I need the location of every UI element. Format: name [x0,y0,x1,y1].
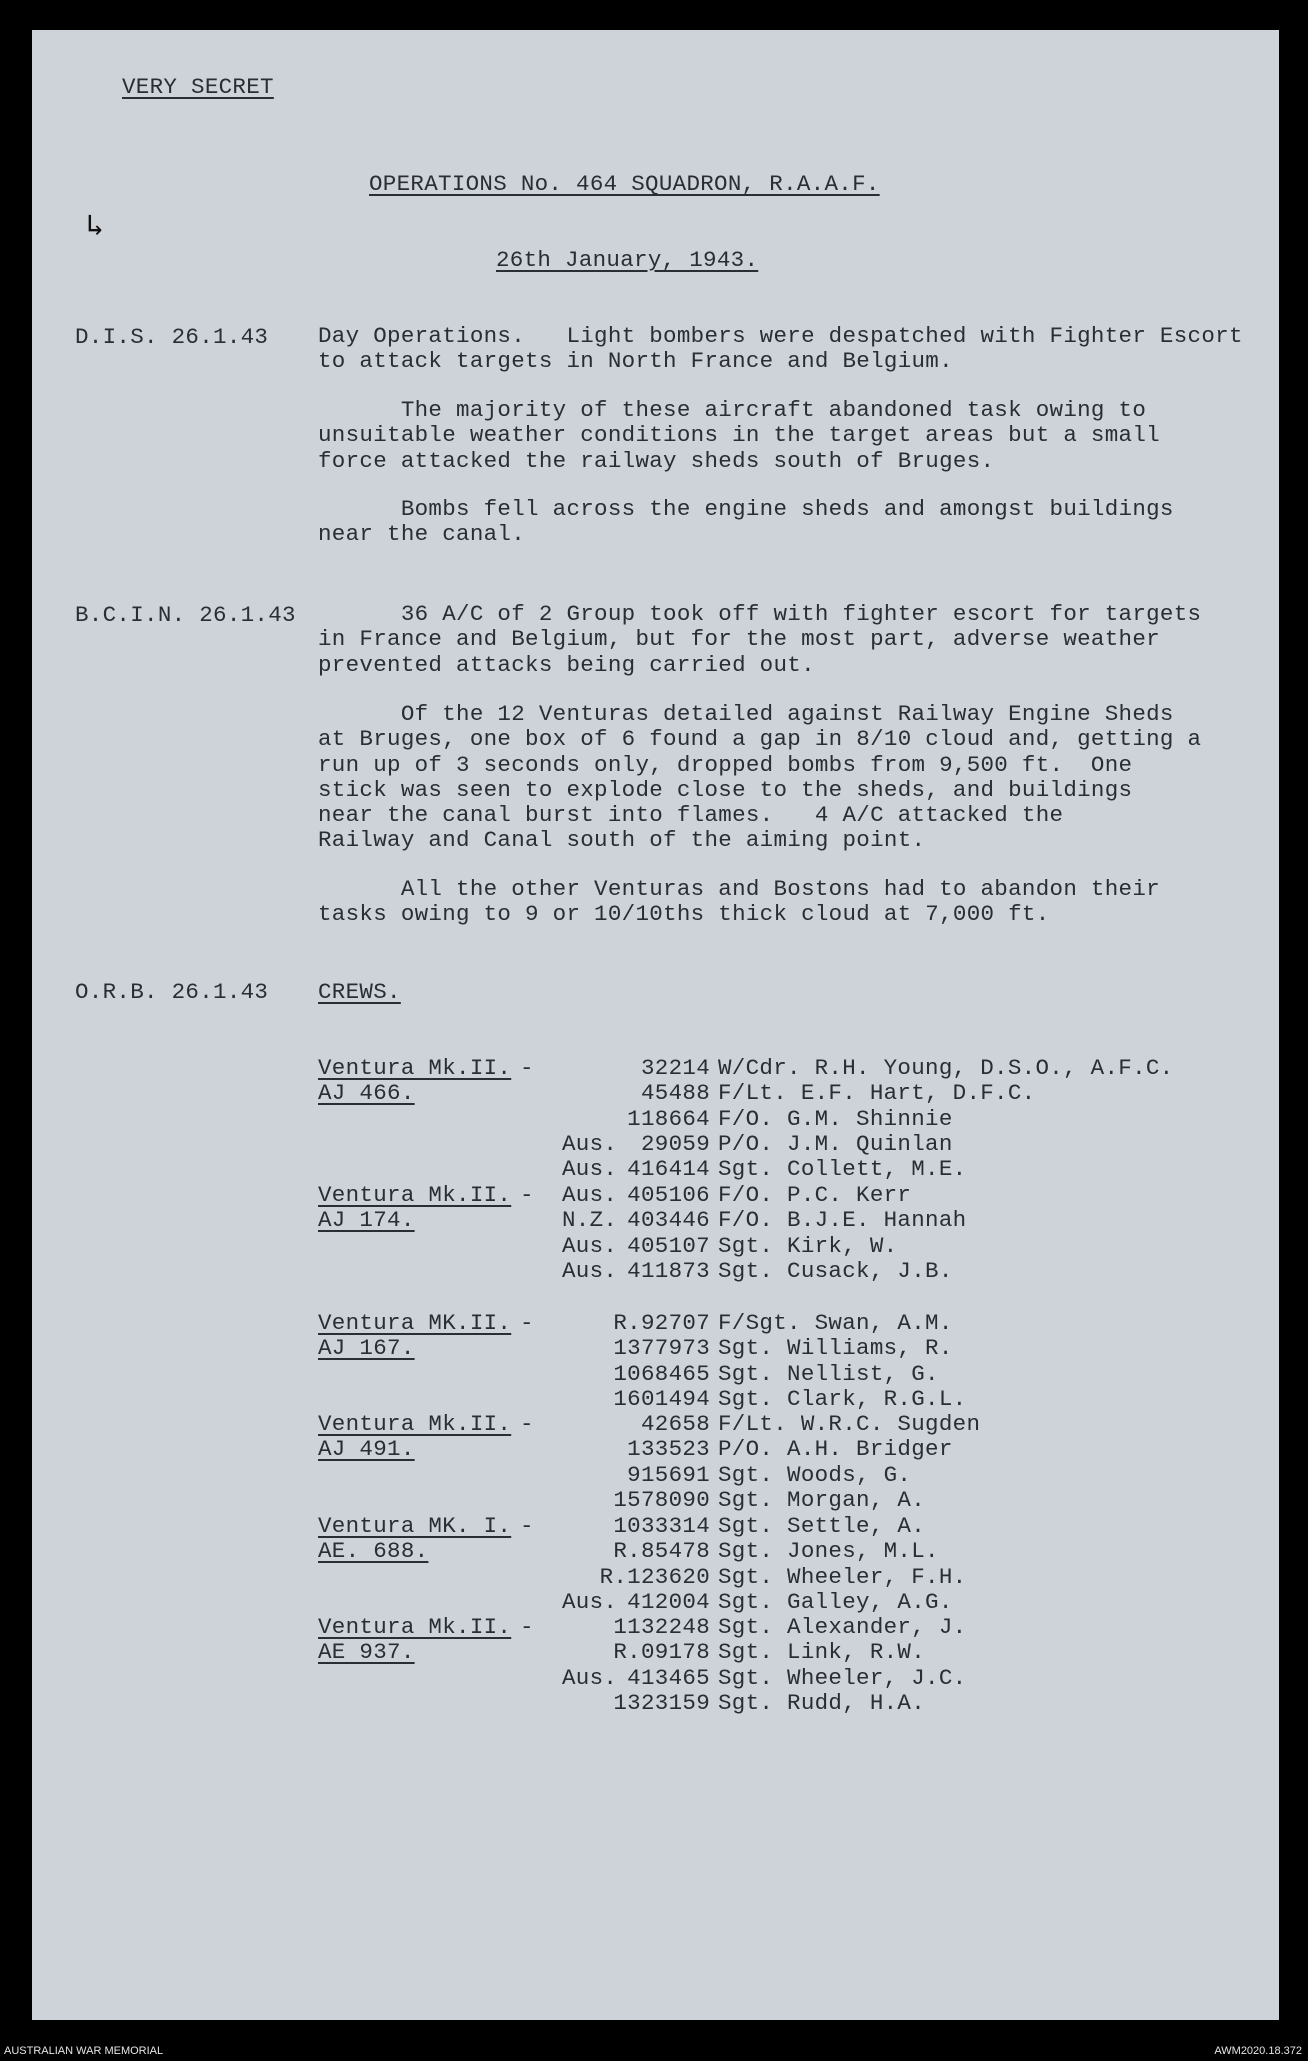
section-dis-para-3: Bombs fell across the engine sheds and amongst buildings near the canal. [318,496,1174,548]
crew-serial: AJ 167. [318,1335,415,1362]
crew-member-number: R.92707 [613,1310,710,1336]
crew-member-prefix: Aus. [562,1232,618,1259]
crew-member-number: 1033314 [613,1513,710,1539]
crew-member-name: P/O. A.H. Bridger [718,1436,953,1463]
crew-member-name: Sgt. Wheeler, J.C. [718,1664,967,1691]
crew-member-number: 1068465 [613,1360,710,1387]
crew-member-number: 45488 [640,1080,710,1107]
crew-dash: - [520,1411,534,1437]
crew-dash: - [520,1513,534,1539]
crew-member-name: P/O. J.M. Quinlan [718,1130,953,1157]
crew-member-name: Sgt. Settle, A. [718,1513,926,1539]
tag-mark: ↳ [86,211,105,245]
crew-member-number: 405107 [627,1232,710,1259]
crew-member-name: Sgt. Collett, M.E. [718,1156,967,1183]
crew-member-prefix: Aus. [562,1156,618,1183]
crew-serial: AE 937. [318,1639,415,1666]
crew-member-name: Sgt. Clark, R.G.L. [718,1385,967,1412]
crew-member-number: 405106 [627,1182,710,1208]
crew-member-prefix: Aus. [562,1182,618,1208]
crew-member-name: Sgt. Alexander, J. [718,1614,967,1640]
crew-member-name: Sgt. Williams, R. [718,1335,953,1362]
crew-member-name: Sgt. Cusack, J.B. [718,1257,953,1284]
crew-member-name: Sgt. Morgan, A. [718,1486,926,1513]
crew-member-name: Sgt. Woods, G. [718,1461,912,1488]
crew-dash: - [520,1055,534,1081]
document-title: OPERATIONS No. 464 SQUADRON, R.A.A.F. [369,171,880,197]
section-dis-para-1: Day Operations. Light bombers were despatched with Fighter Escort to attack targets in North France and Belgium. [318,323,1243,375]
footer-credit: AUSTRALIAN WAR MEMORIAL [4,2045,164,2057]
crew-member-number: 32214 [640,1055,710,1081]
crew-member-prefix: N.Z. [562,1207,618,1234]
crew-member-prefix: Aus. [562,1257,618,1284]
crew-member-name: Sgt. Kirk, W. [718,1232,898,1259]
crew-dash: - [520,1614,534,1640]
crew-member-name: Sgt. Rudd, H.A. [718,1689,926,1716]
crew-member-number: 411873 [627,1257,710,1284]
crew-aircraft: Ventura Mk.II. [318,1411,512,1437]
section-ref-dis: D.I.S. 26.1.43 [75,324,269,350]
section-ref-orb: O.R.B. 26.1.43 [75,979,269,1005]
crew-member-number: 412004 [627,1588,710,1615]
section-dis-para-2: The majority of these aircraft abandoned task owing to unsuitable weather conditions in the target areas but a small force attacked the railway sheds south of Bruges. [318,397,1160,474]
crew-member-number: 29059 [640,1130,710,1157]
crew-member-number: 1601494 [613,1385,710,1412]
crew-member-number: 416414 [627,1156,710,1183]
crew-aircraft: Ventura MK.II. [318,1310,512,1336]
crew-member-number: 118664 [627,1105,710,1132]
crew-serial: AJ 466. [318,1080,415,1107]
crew-member-name: F/O. B.J.E. Hannah [718,1207,967,1234]
crew-member-name: F/Sgt. Swan, A.M. [718,1310,953,1336]
crews-heading: CREWS. [318,979,401,1005]
crew-member-name: F/Lt. E.F. Hart, D.F.C. [718,1080,1036,1107]
section-bcin-para-2: Of the 12 Venturas detailed against Railway Engine Sheds at Bruges, one box of 6 found a gap in 8/10 cloud and, getting a run up of 3 seconds only, dropped bombs from 9,500 ft. One stick was seen to explode close to the sheds, and buildings near the canal burst into flames. 4 A/C attacked the Railway and Canal south of the aiming point. [318,701,1202,854]
crew-serial: AJ 491. [318,1436,415,1463]
crew-member-number: 915691 [627,1461,710,1488]
crew-member-number: 1578090 [613,1486,710,1513]
crew-member-name: F/Lt. W.R.C. Sugden [718,1411,981,1437]
crew-member-name: F/O. G.M. Shinnie [718,1105,953,1132]
crew-member-name: Sgt. Wheeler, F.H. [718,1563,967,1590]
crew-member-number: 1377973 [613,1335,710,1362]
crew-member-prefix: Aus. [562,1664,618,1691]
crew-member-number: 413465 [627,1664,710,1691]
crew-aircraft: Ventura Mk.II. [318,1614,512,1640]
crew-serial: AJ 174. [318,1207,415,1234]
crew-aircraft: Ventura MK. I. [318,1513,512,1539]
crew-aircraft: Ventura Mk.II. [318,1055,512,1081]
footer-reference: AWM2020.18.372 [1214,2045,1302,2057]
crew-member-name: Sgt. Nellist, G. [718,1360,939,1387]
crew-member-number: R.85478 [613,1538,710,1565]
crew-member-name: Sgt. Galley, A.G. [718,1588,953,1615]
section-ref-bcin: B.C.I.N. 26.1.43 [75,602,296,628]
section-bcin-para-3: All the other Venturas and Bostons had to abandon their tasks owing to 9 or 10/10ths thick cloud at 7,000 ft. [318,876,1160,928]
crew-member-prefix: Aus. [562,1588,618,1615]
crew-member-name: Sgt. Link, R.W. [718,1639,926,1666]
crew-aircraft: Ventura Mk.II. [318,1182,512,1208]
document-date: 26th January, 1943. [496,247,759,273]
crew-member-prefix: Aus. [562,1130,618,1157]
crew-serial: AE. 688. [318,1538,429,1565]
section-bcin-para-1: 36 A/C of 2 Group took off with fighter escort for targets in France and Belgium, but for the most part, adverse weather prevented attacks being carried out. [318,601,1202,678]
crew-member-number: R.09178 [613,1639,710,1666]
crew-member-number: 1132248 [613,1614,710,1640]
crew-member-number: 42658 [640,1411,710,1437]
crew-member-name: W/Cdr. R.H. Young, D.S.O., A.F.C. [718,1055,1174,1081]
crew-member-name: F/O. P.C. Kerr [718,1182,912,1208]
classification-stamp: VERY SECRET [122,74,274,100]
crew-member-number: 403446 [627,1207,710,1234]
document-page [32,30,1279,2020]
crew-member-number: 133523 [627,1436,710,1463]
crew-member-number: 1323159 [613,1689,710,1716]
crew-member-name: Sgt. Jones, M.L. [718,1538,939,1565]
crew-member-number: R.123620 [599,1563,710,1590]
crew-dash: - [520,1310,534,1336]
crew-dash: - [520,1182,534,1208]
